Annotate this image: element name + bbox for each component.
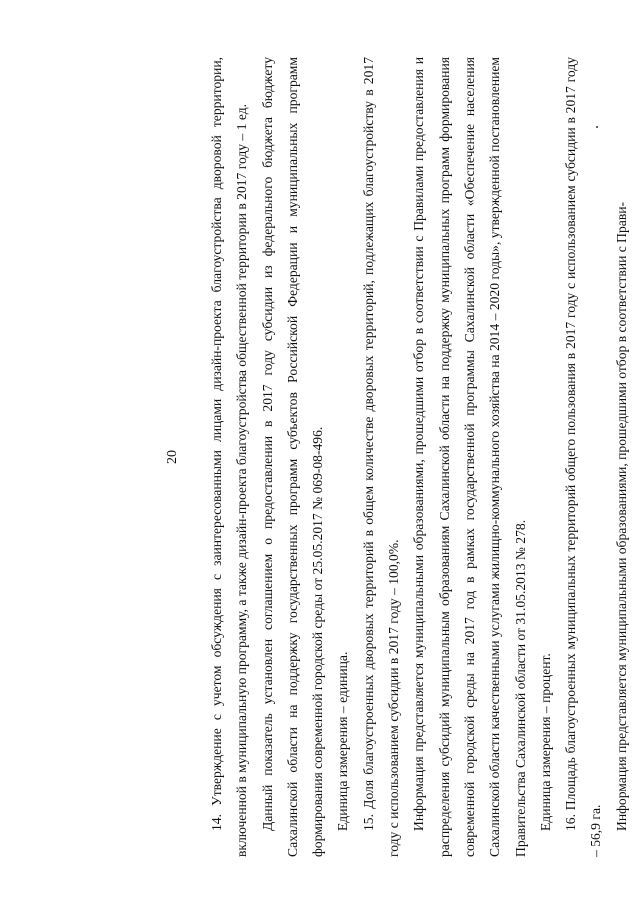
paragraph-item-14: 14. Утверждение с учетом обсуждения с заинтересованными лицами дизайн-проекта благоустройства дворовой территории, включенной в муниципальную программу, а также дизайн-проекта благоустройства общественной территории в 2017 году – 1 ед. <box>209 57 250 857</box>
paragraph-item-15-source: Информация представляется муниципальными образованиями, прошедшими отбор в соответствии с Правилами предоставления и распределения субсидий муниципальным образованиям Сахалинской области на поддержку муниципальных программ формирования современной городской среды на 2017 год в рамках государственной программы Сахалинской области «Обеспечение населения Сахалинской области качественными услугами жилищно-коммунального хозяйства на 2014 – 2020 годы», утвержденной постановлением Правительства Сахалинской области от 31.05.2013 № 278. <box>411 57 528 857</box>
page-number: 20 <box>165 450 180 464</box>
paragraph-item-15: 15. Доля благоустроенных дворовых территорий в общем количестве дворовых территорий, подлежащих благоустройству в 2017 году с использованием субсидии в 2017 году – 100,0%. <box>360 57 402 857</box>
paragraph-item-14-basis: Данный показатель установлен соглашением о предоставлении в 2017 году субсидии из федерального бюджета бюджету Сахалинской области на поддержку государственных программ субъектов Российской Федерации и муниципальных программ формирования современной городской среды от 25.05.2017 № 069-08-496. <box>259 57 326 857</box>
paragraph-item-16: 16. Площадь благоустроенных муниципальных территорий общего пользования в 2017 году с использованием субсидии в 2017 году – 56,9 га. <box>563 57 604 857</box>
paragraph-item-15-unit: Единица измерения – процент. <box>537 653 553 831</box>
paragraph-item-16-source: Информация представляется муниципальными образованиями, прошедшими отбор в соответствии с Прави- <box>613 201 629 831</box>
rotated-text-block <box>160 57 640 857</box>
paragraph-item-14-unit: Единица измерения – единица. <box>335 651 351 831</box>
